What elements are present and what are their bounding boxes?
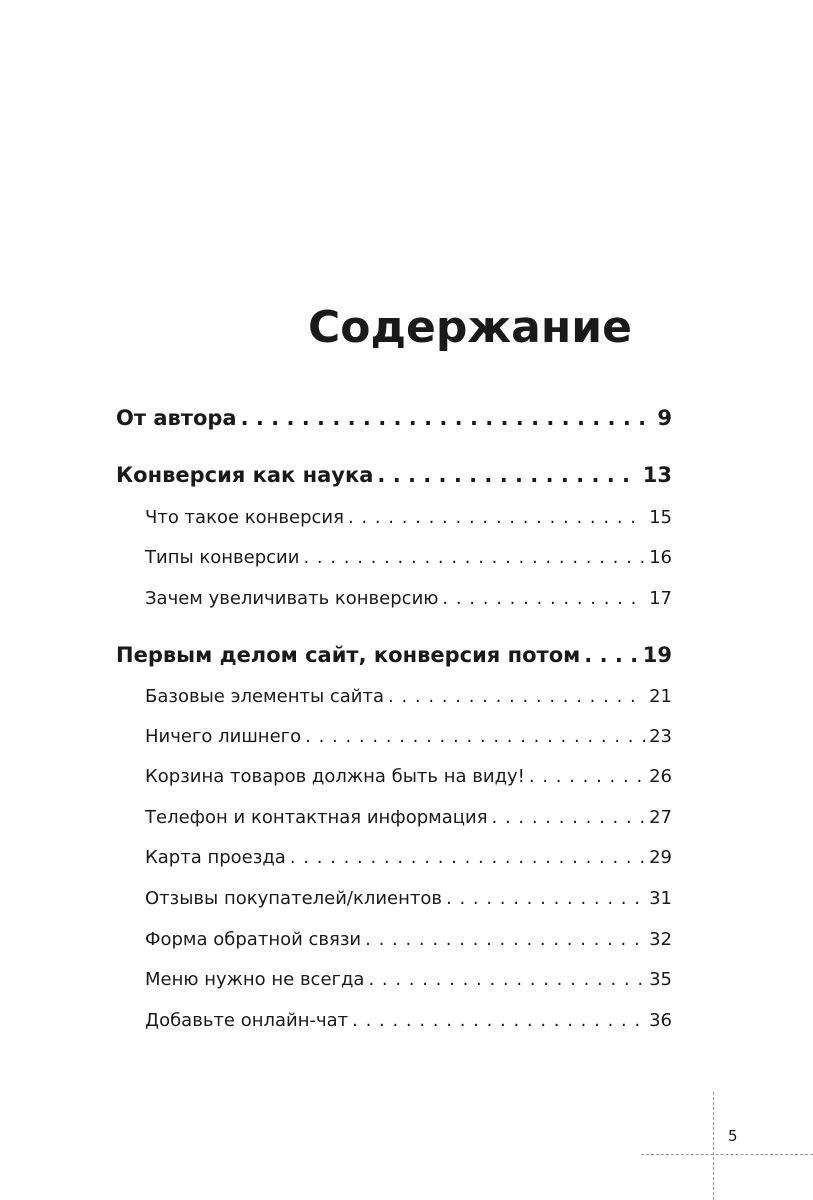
toc-entry-page: 29 (649, 847, 672, 868)
toc-entry-chapter (116, 643, 672, 667)
dot-leader (305, 726, 645, 747)
dot-leader (442, 588, 645, 609)
toc-entry-label: От автора (116, 406, 237, 430)
toc-entry-page: 35 (649, 969, 672, 990)
toc-entry-section (145, 807, 672, 828)
toc-entry-section (145, 1010, 672, 1031)
toc-entry-label: Зачем увеличивать конверсию (145, 588, 439, 609)
toc-entry-section (145, 888, 672, 909)
toc-entry-page: 31 (649, 888, 672, 909)
toc-entry-page: 32 (649, 929, 672, 950)
dot-leader (446, 888, 645, 909)
dot-leader (492, 807, 646, 828)
toc-entry-label: Ничего лишнего (145, 726, 302, 747)
toc-entry-page: 19 (642, 643, 672, 667)
toc-entry-label: Первым делом сайт, конверсия потом (116, 643, 581, 667)
toc-entry-label: Отзывы покупателей/клиентов (145, 888, 443, 909)
toc-entry-page: 26 (649, 766, 672, 787)
toc-entry-page: 23 (649, 726, 672, 747)
toc-entry-page: 13 (642, 463, 672, 487)
toc-entry-label: Корзина товаров должна быть на виду! (145, 766, 525, 787)
toc-entry-label: Что такое конверсия (145, 507, 344, 528)
toc-entry-page: 15 (649, 507, 672, 528)
toc-entry-page: 27 (649, 807, 672, 828)
toc-entry-page: 16 (649, 547, 672, 568)
crop-mark-vertical (713, 1092, 714, 1200)
toc-entry-section (145, 929, 672, 950)
toc-entry-page: 36 (649, 1010, 672, 1031)
dot-leader (368, 969, 645, 990)
toc-entry-label: Добавьте онлайн-чат (145, 1010, 349, 1031)
toc-title: Содержание (308, 302, 632, 353)
toc-entry-label: Телефон и контактная информация (145, 807, 488, 828)
toc-entry-label: Базовые элементы сайта (145, 686, 385, 707)
toc-entry-label: Конверсия как наука (116, 463, 374, 487)
dot-leader (290, 847, 645, 868)
toc-entry-section (145, 686, 672, 707)
toc-entry-section (145, 547, 672, 568)
toc-entry-page: 9 (657, 406, 672, 430)
toc-entry-section (145, 588, 672, 609)
toc-entry-section (145, 507, 672, 528)
toc-entry-section (145, 969, 672, 990)
toc-entry-section (145, 726, 672, 747)
dot-leader (377, 463, 638, 487)
dot-leader (352, 1010, 645, 1031)
dot-leader (584, 643, 638, 667)
toc-entry-page: 17 (649, 588, 672, 609)
page-number: 5 (728, 1127, 738, 1145)
dot-leader (303, 547, 645, 568)
dot-leader (241, 406, 654, 430)
toc-entry-label: Типы конверсии (145, 547, 300, 568)
dot-leader (348, 507, 645, 528)
toc-entry-page: 21 (649, 686, 672, 707)
dot-leader (388, 686, 645, 707)
crop-mark-horizontal (641, 1154, 813, 1155)
dot-leader (365, 929, 645, 950)
toc-entry-chapter (116, 406, 672, 430)
toc-entry-chapter (116, 463, 672, 487)
toc-entry-label: Форма обратной связи (145, 929, 362, 950)
dot-leader (529, 766, 645, 787)
toc-entry-section (145, 847, 672, 868)
toc-entry-label: Карта проезда (145, 847, 286, 868)
toc-entry-label: Меню нужно не всегда (145, 969, 365, 990)
toc-entry-section (145, 766, 672, 787)
